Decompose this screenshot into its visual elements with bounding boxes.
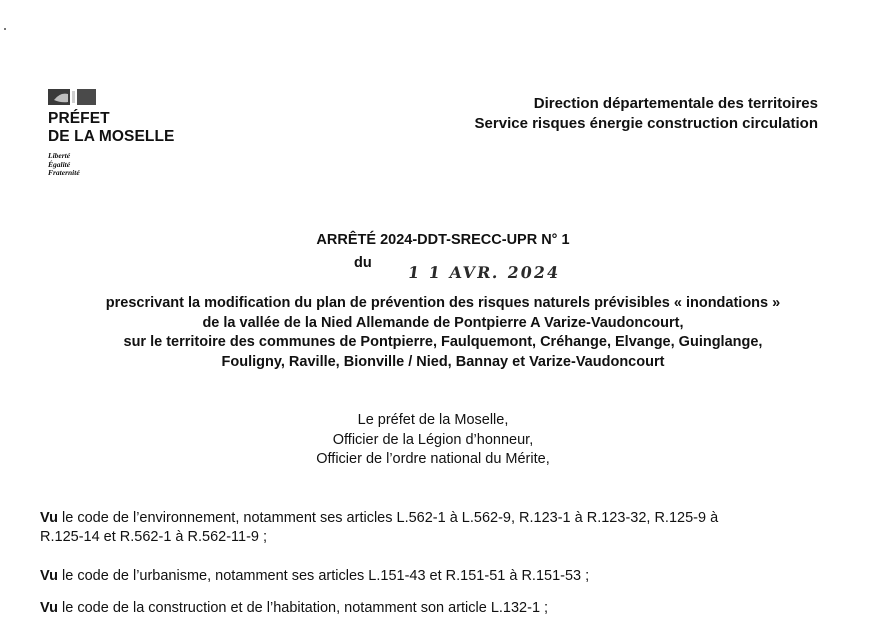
consideration-urbanism-code [40, 567, 840, 586]
consideration-text: le code de l’urbanisme, notamment ses articles L.151-43 et R.151-51 à R.151-53 ; [58, 568, 590, 584]
prefecture-name [48, 110, 218, 146]
prefect-block [0, 411, 866, 470]
motto-line: Liberté [48, 151, 71, 160]
consideration-lead: Vu [40, 600, 58, 616]
motto-line: Égalité [48, 159, 71, 169]
consideration-construction-code [40, 599, 840, 618]
consideration-lead: Vu [40, 568, 58, 584]
subject-line: prescrivant la modification du plan de prévention des risques naturels prévisibles « inondations » [105, 295, 781, 311]
subject-line: Fouligny, Raville, Bionville / Nied, Bannay et Varize-Vaudoncourt [221, 353, 665, 370]
decree-date-label: du [354, 255, 372, 271]
motto-line: Fraternité [48, 168, 80, 177]
consideration-text: le code de la construction et de l’habitation, notamment son article L.132-1 ; [58, 600, 549, 616]
decree-date-stamp: 1 1 AVR. 2024 [406, 263, 562, 282]
consideration-lead: Vu [40, 510, 58, 526]
prefecture-name-line: PRÉFET [48, 110, 110, 127]
service-name: Service risques énergie construction circulation [474, 115, 818, 132]
consideration-environment-code [40, 509, 840, 547]
department-name: Direction départementale des territoires [533, 95, 818, 112]
subject-line: sur le territoire des communes de Pontpierre, Faulquemont, Créhange, Elvange, Guinglange, [123, 334, 763, 350]
decree-subject [0, 294, 886, 372]
scan-speck [4, 28, 6, 30]
republic-motto [48, 152, 80, 178]
prefect-title-line: Le préfet de la Moselle, [357, 412, 509, 428]
prefect-title-line: Officier de l’ordre national du Mérite, [316, 451, 550, 467]
prefect-title-line: Officier de la Légion d’honneur, [332, 431, 534, 448]
consideration-text: R.125-14 et R.562-1 à R.562-11-9 ; [40, 529, 268, 545]
subject-line: de la vallée de la Nied Allemande de Pontpierre A Varize-Vaudoncourt, [202, 314, 684, 331]
decree-title: ARRÊTÉ 2024-DDT-SRECC-UPR N° 1 [316, 232, 570, 248]
consideration-text: le code de l’environnement, notamment ses articles L.562-1 à L.562-9, R.123-1 à R.123-32, R.125-9 à [58, 510, 719, 526]
marianne-emblem-icon [48, 88, 98, 106]
issuing-department [475, 94, 818, 134]
prefecture-name-line: DE LA MOSELLE [48, 128, 175, 145]
